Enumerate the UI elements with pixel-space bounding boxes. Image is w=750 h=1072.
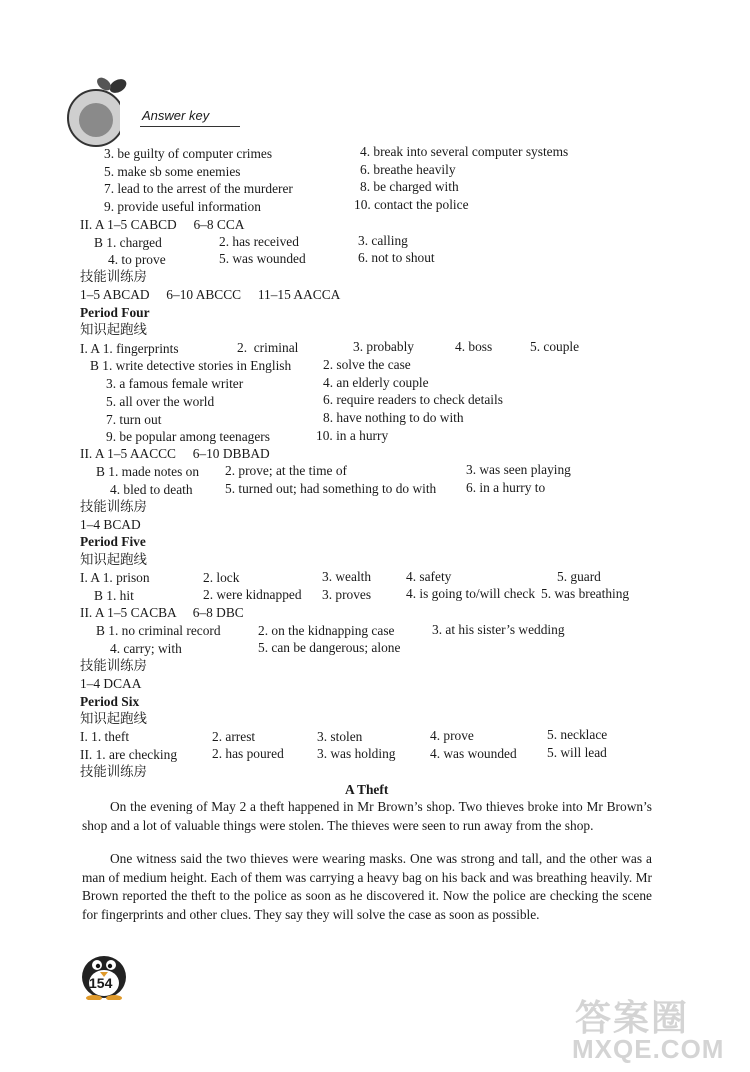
p4-iib-1: B 1. made notes on [96,464,200,479]
p4-skills-answers: 1–4 BCAD [80,517,141,532]
p5-ia-5: 5. guard [557,569,601,584]
p6-i-4: 4. prove [430,728,474,743]
p4-ia-5: 5. couple [530,339,580,354]
p3-item-10: 10. contact the police [354,197,469,212]
p6-ii-4: 4. was wounded [430,746,517,761]
p3-item-6: 6. breathe heavily [360,162,456,177]
p5-ia-4: 4. safety [406,569,452,584]
p3-iib-1: B 1. charged [94,235,162,250]
p4-iia: II. A 1–5 AACCC 6–10 DBBAD [80,446,270,461]
p4-ib-2: 2. solve the case [323,357,411,372]
p4-ib-9: 9. be popular among teenagers [106,429,270,444]
p6-i-5: 5. necklace [547,727,608,742]
p4-ib-10: 10. in a hurry [316,428,389,443]
header-logo [60,70,140,150]
essay-paragraph-1: On the evening of May 2 a theft happened in Mr Brown’s shop. Two thieves broke into Mr Brown’s shop and a lot of valuable things were stolen. The thieves were seen to run away from the shop. [82,799,652,833]
p5-ib-3: 3. proves [322,587,372,602]
p6-i-1: I. 1. theft [80,729,130,744]
p3-item-4: 4. break into several computer systems [360,144,569,159]
p6-skills-label: 技能训练房 [80,764,147,779]
p4-knowledge-label: 知识起跑线 [80,322,147,337]
essay-paragraph-2: One witness said the two thieves were wearing masks. One was strong and tall, and the other was a man of medium height. Each of them was carrying a heavy bag on his back and was breathing heavily. Mr Brown reported the theft to the police as soon as he discovered it. Now the police are checking the scene for fingerprints and other clues. They say they will solve the case as soon as possible. [82,851,652,922]
p3-iib-6: 6. not to shout [358,250,435,265]
p6-knowledge-label: 知识起跑线 [80,711,147,726]
p5-ia-2: 2. lock [203,570,240,585]
watermark-site: MXQE.COM [572,1034,725,1064]
p3-item-9: 9. provide useful information [104,199,261,214]
p6-ii-2: 2. has poured [212,746,284,761]
page-number: 154 [89,975,113,991]
p3-item-3: 3. be guilty of computer crimes [104,146,273,161]
p3-iib-4: 4. to prove [108,252,166,267]
p6-ii-3: 3. was holding [317,746,396,761]
p4-iib-2: 2. prove; at the time of [225,463,347,478]
p4-ia-2: 2. criminal [237,340,299,355]
p3-item-7: 7. lead to the arrest of the murderer [104,181,293,196]
p4-iib-5: 5. turned out; had something to do with [225,481,437,496]
p5-skills-label: 技能训练房 [80,658,147,673]
p4-ia-1: I. A 1. fingerprints [80,341,179,356]
essay-title: A Theft [345,782,389,797]
p5-ib-4: 4. is going to/will check [406,586,536,601]
p4-ia-3: 3. probably [353,339,414,354]
p3-skills-answers: 1–5 ABCAD 6–10 ABCCC 11–15 AACCA [80,287,341,302]
p3-iib-3: 3. calling [358,233,408,248]
p4-ib-8: 8. have nothing to do with [323,410,464,425]
header-title: Answer key [142,108,210,123]
p4-heading: Period Four [80,305,150,320]
p3-item-5: 5. make sb some enemies [104,164,241,179]
p5-ib-5: 5. was breathing [541,586,630,601]
p6-ii-1: II. 1. are checking [80,747,178,762]
p5-ia-1: I. A 1. prison [80,570,150,585]
p6-ii-5: 5. will lead [547,745,607,760]
p5-skills-answers: 1–4 DCAA [80,676,142,691]
p5-iia: II. A 1–5 CACBA 6–8 DBC [80,605,244,620]
p5-heading: Period Five [80,534,146,549]
p5-knowledge-label: 知识起跑线 [80,552,147,567]
p5-iib-5: 5. can be dangerous; alone [258,640,401,655]
header-rule [140,126,240,127]
p4-ib-5: 5. all over the world [106,394,215,409]
p3-item-8: 8. be charged with [360,179,459,194]
p4-ib-3: 3. a famous female writer [106,376,244,391]
p4-ib-7: 7. turn out [106,412,162,427]
p6-heading: Period Six [80,694,140,709]
p5-iib-3: 3. at his sister’s wedding [432,622,565,637]
p4-ia-4: 4. boss [455,339,493,354]
p3-iib-5: 5. was wounded [219,251,306,266]
p5-iib-1: B 1. no criminal record [96,623,221,638]
p6-i-3: 3. stolen [317,729,363,744]
p6-i-2: 2. arrest [212,729,256,744]
p4-skills-label: 技能训练房 [80,499,147,514]
p4-iib-6: 6. in a hurry to [466,480,546,495]
p4-ib-6: 6. require readers to check details [323,392,503,407]
p3-skills-label: 技能训练房 [80,269,147,284]
p4-ib-4: 4. an elderly couple [323,375,429,390]
p5-iib-2: 2. on the kidnapping case [258,623,395,638]
p4-iib-3: 3. was seen playing [466,462,571,477]
p5-iib-4: 4. carry; with [110,641,182,656]
p3-iia: II. A 1–5 CABCD 6–8 CCA [80,217,245,232]
p4-ib-1: B 1. write detective stories in English [90,358,292,373]
p5-ib-2: 2. were kidnapped [203,587,302,602]
p5-ia-3: 3. wealth [322,569,372,584]
p3-iib-2: 2. has received [219,234,299,249]
watermark-logo: 答案圈 [575,997,690,1038]
p5-ib-1: B 1. hit [94,588,134,603]
p4-iib-4: 4. bled to death [110,482,193,497]
